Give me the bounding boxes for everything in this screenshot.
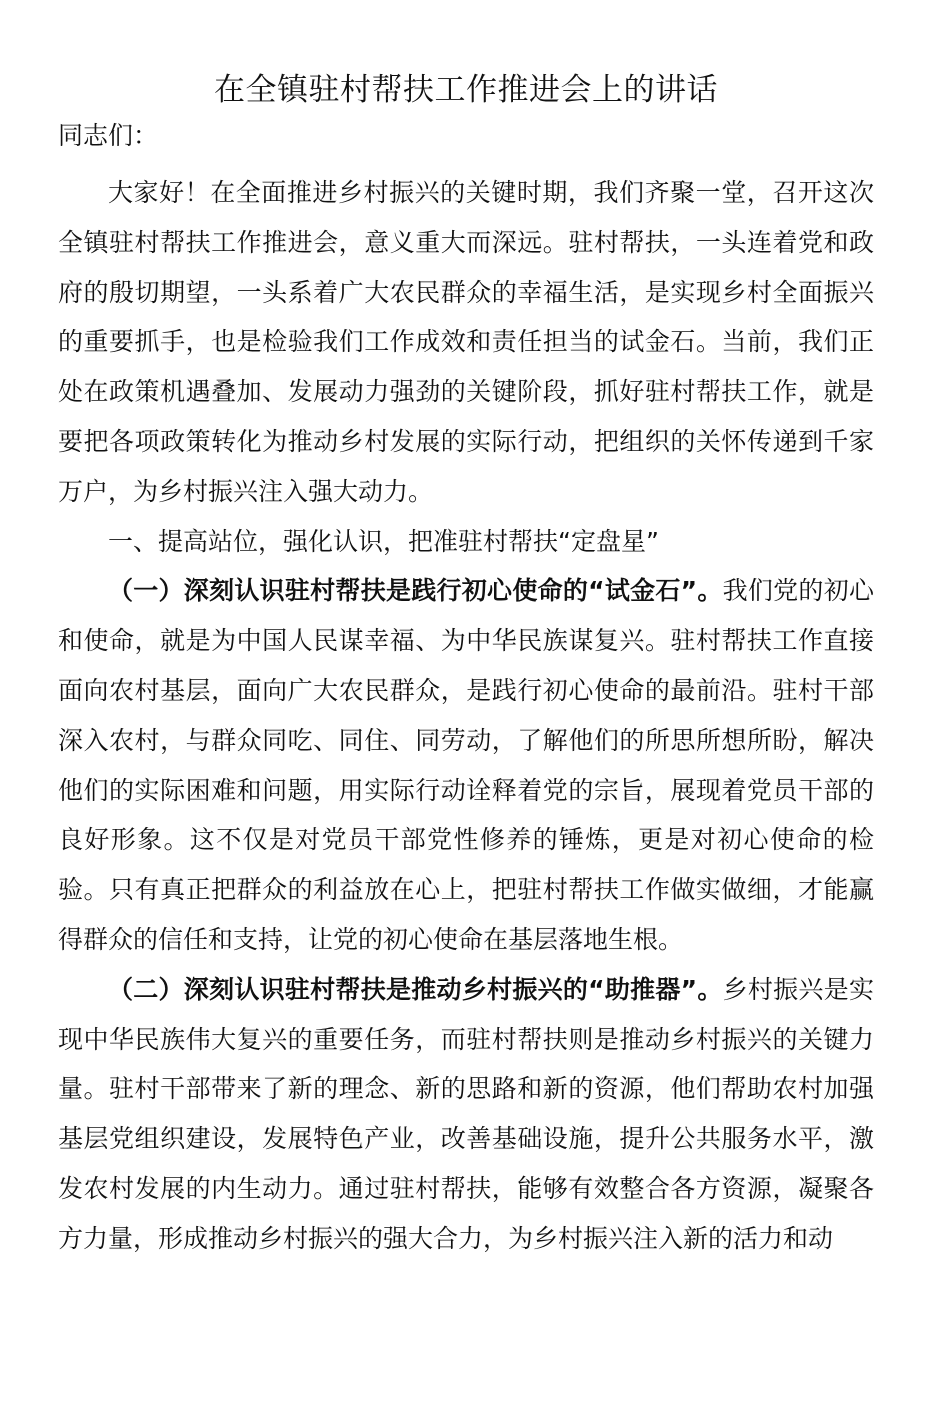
salutation: 同志们： — [58, 121, 159, 150]
intro-paragraph: 大家好！在全面推进乡村振兴的关键时期，我们齐聚一堂，召开这次全镇驻村帮扶工作推进会，意义重大而深远。驻村帮扶，一头连着党和政府的殷切期望，一头系着广大农民群众的幸福生活，是实现乡村全面振兴的重要抓手，也是检验我们工作成效和责任担当的试金石。当前，我们正处在政策机遇叠加、发展动力强劲的关键阶段，抓好驻村帮扶工作，就是要把各项政策转化为推动乡村发展的实际行动，把组织的关怀传递到千家万户，为乡村振兴注入强大动力。 — [58, 178, 874, 506]
point-2-text: 乡村振兴是实现中华民族伟大复兴的重要任务，而驻村帮扶则是推动乡村振兴的关键力量。驻村干部带来了新的理念、新的思路和新的资源，他们帮助农村加强基层党组织建设，发展特色产业，改善基础设施，提升公共服务水平，激发农村发展的内生动力。通过驻村帮扶，能够有效整合各方资源，凝聚各方力量，形成推动乡村振兴的强大合力，为乡村振兴注入新的活力和动 — [58, 974, 874, 1253]
point-1-lead: （一）深刻认识驻村帮扶是践行初心使命的“试金石”。 — [108, 576, 723, 606]
point-2-lead: （二）深刻认识驻村帮扶是推动乡村振兴的“助推器”。 — [108, 974, 723, 1004]
document-body — [58, 168, 874, 1264]
document-page — [0, 68, 950, 1412]
point-2-paragraph — [58, 965, 874, 1264]
section-1-heading: 一、提高站位，强化认识，把准驻村帮扶“定盘星” — [108, 526, 659, 556]
point-1-text: 我们党的初心和使命，就是为中国人民谋幸福、为中华民族谋复兴。驻村帮扶工作直接面向农村基层，面向广大农民群众，是践行初心使命的最前沿。驻村干部深入农村，与群众同吃、同住、同劳动，了解他们的所思所想所盼，解决他们的实际困难和问题，用实际行动诠释着党的宗旨，展现着党员干部的良好形象。这不仅是对党员干部党性修养的锤炼，更是对初心使命的检验。只有真正把群众的利益放在心上，把驻村帮扶工作做实做细，才能赢得群众的信任和支持，让党的初心使命在基层落地生根。 — [58, 576, 874, 954]
document-title: 在全镇驻村帮扶工作推进会上的讲话 — [214, 72, 718, 108]
point-1-paragraph — [58, 566, 874, 964]
